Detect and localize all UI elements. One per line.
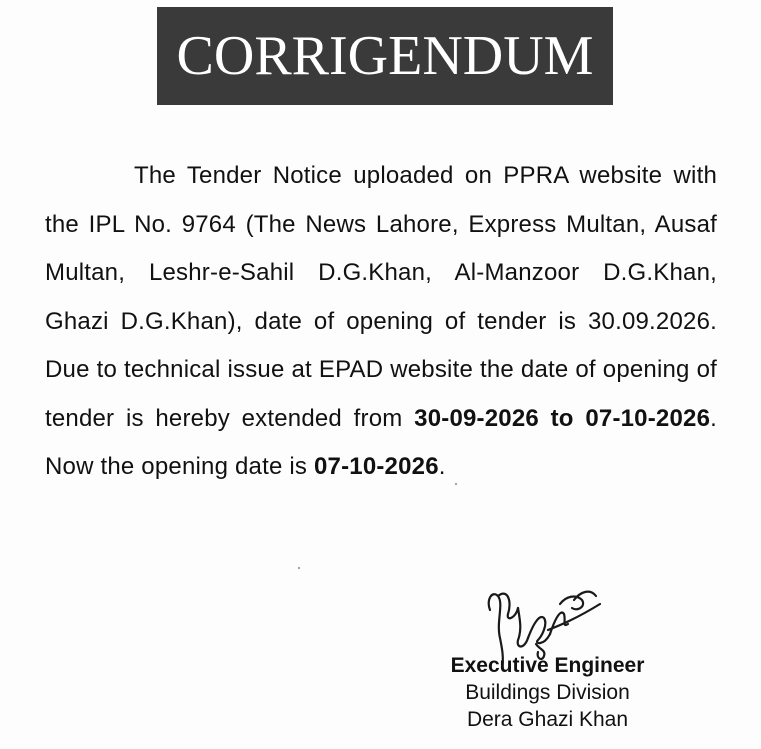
new-opening-date: 07-10-2026 (313, 453, 439, 480)
page-title: CORRIGENDUM (176, 25, 594, 87)
notice-text-part1: The Tender Notice uploaded on PPRA website with the IPL No. 9764 (The News Lahore, Express Multan, Ausaf Multan, Leshr-e-Sahil D.G.Khan, Al-Manzoor D.G.Khan, Ghazi D.G.Khan), date of opening of tender is 30.09.2026. Due to technical issue at EPAD website the date of opening of tender is hereby extended from (45, 162, 717, 432)
notice-text-part2: . Now the opening date is (45, 404, 717, 480)
signatory-division: Buildings Division (465, 681, 630, 704)
notice-text-part3: . (438, 453, 446, 480)
signatory-city: Dera Ghazi Khan (466, 708, 629, 731)
extension-date-range: 30-09-2026 to 07-10-2026 (414, 404, 711, 432)
title-banner (157, 7, 613, 105)
signatory-block (440, 652, 655, 733)
scan-speck (455, 483, 457, 485)
notice-paragraph (45, 152, 717, 492)
signatory-title: Executive Engineer (450, 654, 645, 677)
notice-body (45, 152, 717, 492)
scan-speck (298, 567, 300, 569)
